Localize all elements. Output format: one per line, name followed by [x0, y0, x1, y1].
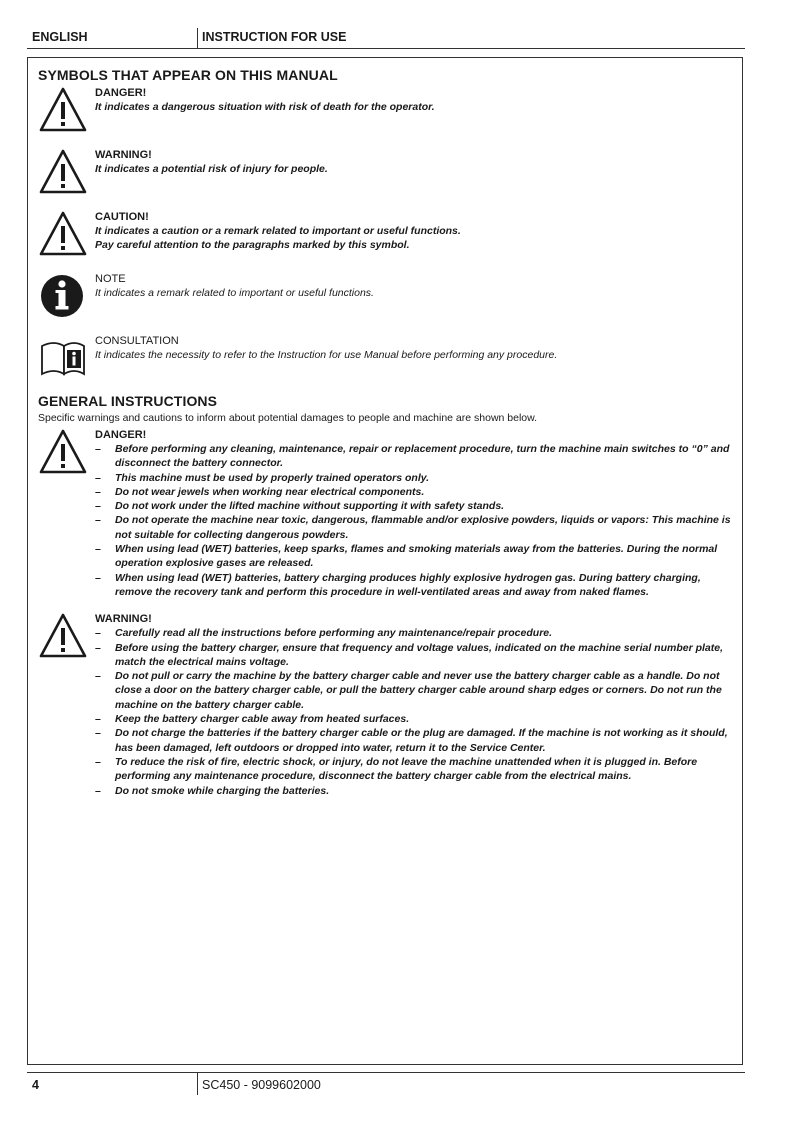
symbols-section-title: SYMBOLS THAT APPEAR ON THIS MANUAL — [38, 67, 338, 83]
list-item: – This machine must be used by properly trained operators only. — [95, 471, 430, 484]
symbol-note-desc: It indicates a remark related to important or useful functions. — [95, 287, 374, 299]
symbol-caution-desc-2: Pay careful attention to the paragraphs marked by this symbol. — [95, 239, 410, 252]
header-divider — [197, 28, 198, 48]
manual-book-icon — [38, 334, 88, 382]
content-frame — [27, 57, 743, 1065]
caution-triangle-icon — [38, 210, 88, 258]
content-area — [38, 66, 738, 798]
list-item: – Carefully read all the instructions before performing any maintenance/repair procedure. — [95, 627, 553, 640]
info-circle-icon — [38, 272, 88, 320]
page-number: 4 — [32, 1078, 39, 1092]
general-danger-list — [95, 442, 738, 599]
symbol-consultation-label: CONSULTATION — [95, 335, 179, 347]
symbol-danger — [38, 86, 738, 146]
document-code: SC450 - 9099602000 — [202, 1078, 321, 1092]
header-title: INSTRUCTION FOR USE — [202, 30, 347, 44]
list-item: – To reduce the risk of fire, electric shock, or injury, do not leave the machine unattended when it is plugged in. Before performing any maintenance procedure, disconnect the battery charger cable from the electrical mains. — [95, 755, 698, 783]
list-item: – Do not smoke while charging the batteries. — [95, 784, 330, 797]
list-item: – When using lead (WET) batteries, battery charging produces highly explosive hydrogen gas. During battery charging, remove the recovery tank and perform this procedure in well-ventilated areas and away from naked flames. — [95, 571, 701, 598]
list-item: – Before using the battery charger, ensure that frequency and voltage values, indicated on the machine serial number plate, match the electrical mains voltage. — [95, 641, 724, 668]
general-danger-label: DANGER! — [95, 429, 147, 441]
symbol-warning-label: WARNING! — [95, 149, 152, 161]
list-item: – Do not wear jewels when working near electrical components. — [95, 485, 425, 498]
header-language: ENGLISH — [32, 30, 88, 44]
list-item: – Do not operate the machine near toxic, dangerous, flammable and/or explosive powders, liquids or vapors: This machine is not suitable for collecting dangerous powders. — [95, 514, 731, 541]
symbol-consultation-desc: It indicates the necessity to refer to the Instruction for use Manual before performing any procedure. — [95, 349, 558, 361]
symbol-danger-desc: It indicates a dangerous situation with risk of death for the operator. — [95, 101, 435, 113]
list-item: – Do not work under the lifted machine without supporting it with safety stands. — [95, 500, 505, 513]
symbol-caution-desc-1: It indicates a caution or a remark related to important or useful functions. — [95, 225, 461, 237]
symbol-consultation — [38, 334, 738, 390]
general-warning-list — [95, 626, 738, 798]
warning-triangle-icon — [38, 148, 88, 196]
list-item: – Keep the battery charger cable away from heated surfaces. — [95, 713, 410, 726]
danger-triangle-icon — [38, 86, 88, 134]
warning-triangle-icon — [38, 612, 88, 660]
page-footer — [27, 1072, 745, 1095]
symbol-danger-label: DANGER! — [95, 87, 147, 99]
symbol-caution-label: CAUTION! — [95, 211, 149, 223]
list-item: – Before performing any cleaning, maintenance, repair or replacement procedure, turn the machine main switches to “0” and disconnect the battery connector. — [95, 443, 730, 470]
symbol-caution — [38, 210, 738, 270]
symbol-warning — [38, 148, 738, 208]
general-section-title: GENERAL INSTRUCTIONS — [38, 393, 218, 409]
list-item: – Do not pull or carry the machine by the battery charger cable and never use the battery charger cable as a handle. Do not close a door on the battery charger cable, or pull the battery charger cable around sharp edges or corners. Do not run the machine on the battery charger cable. — [95, 670, 722, 711]
symbol-warning-desc: It indicates a potential risk of injury for people. — [95, 163, 328, 175]
general-danger-block — [38, 428, 738, 599]
symbol-note — [38, 272, 738, 332]
footer-divider — [197, 1073, 198, 1095]
page-header — [27, 28, 745, 49]
danger-triangle-icon — [38, 428, 88, 476]
symbol-note-label: NOTE — [95, 273, 126, 285]
list-item: – Do not charge the batteries if the battery charger cable or the plug are damaged. If the machine is not working as it should, has been damaged, left outdoors or dropped into water, return it to the Service Center. — [95, 727, 728, 754]
general-warning-label: WARNING! — [95, 613, 152, 626]
general-warning-block — [38, 612, 738, 798]
list-item: – When using lead (WET) batteries, keep sparks, flames and smoking materials away from the batteries. During the normal operation explosive gases are released. — [95, 543, 718, 570]
general-intro: Specific warnings and cautions to inform about potential damages to people and machine are shown below. — [38, 412, 538, 424]
